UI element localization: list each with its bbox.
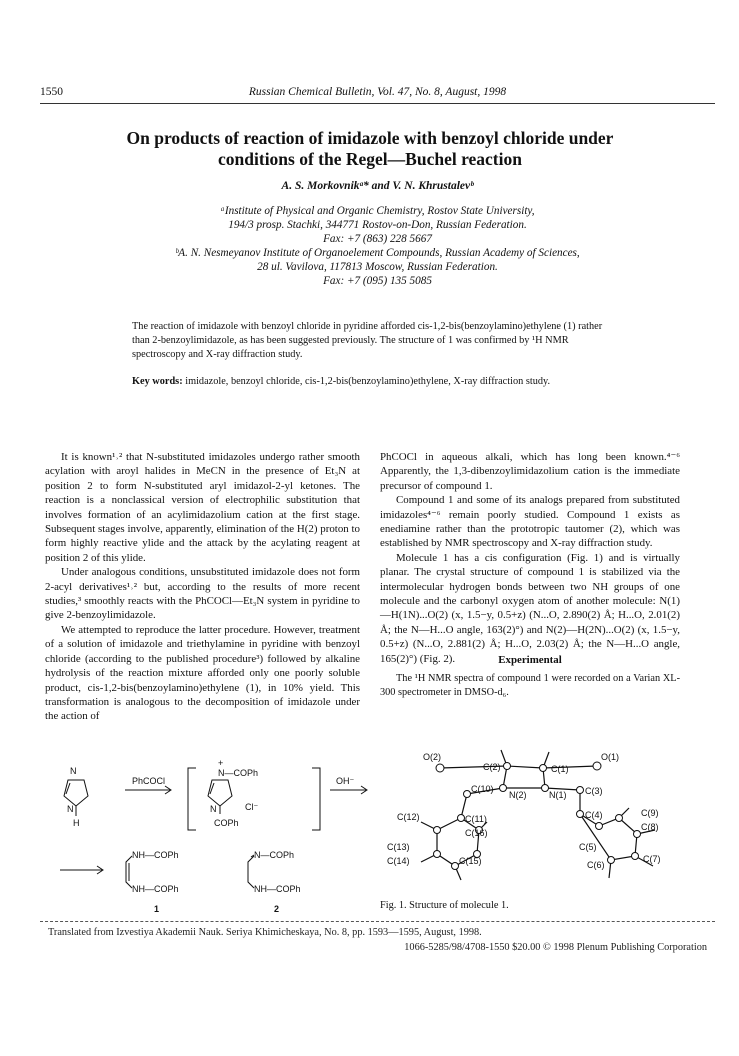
affiliation-line: ᵃInstitute of Physical and Organic Chemistry, Rostov State University, [220,205,535,217]
right-phenyl-ring [580,814,637,860]
atom-label: C(1) [551,764,569,774]
experimental-heading: Experimental [498,654,562,666]
atom-label: C(7) [643,854,661,864]
reagent-hydroxide: OH⁻ [336,776,355,786]
atom-label: C(8) [641,822,659,832]
atom-label: C(15) [459,856,482,866]
article-title [60,128,680,170]
affiliation-line: Fax: +7 (095) 135 5085 [323,275,432,287]
atom-o2 [436,764,444,772]
reaction-scheme [40,758,370,918]
atom-label: C(5) [579,842,597,852]
cation-ring [208,780,232,806]
title-line-1: On products of reaction of imidazole with benzoyl chloride under [126,128,614,148]
title-line-2: conditions of the Regel—Buchel reaction [218,149,522,169]
atom-label: N(2) [509,790,527,800]
imidazole-n-bottom: N [67,804,74,814]
footer [40,926,715,955]
atom-label: C(2) [483,762,501,772]
experimental-text: The ¹H NMR spectra of compound 1 were recorded on a Varian XL-300 spectrometer in DMSO-d₆. [380,673,680,698]
abstract: The reaction of imidazole with benzoyl chloride in pyridine afforded cis-1,2-bis(benzoylamino)ethylene (1) rather than 2-benzoylimidazole, as has been suggested previously. The structure of 1 was confirmed by ¹H NMR spectroscopy and X-ray diffraction study. [132,321,603,360]
affiliation-line: 28 ul. Vavilova, 117813 Moscow, Russian Federation. [257,261,498,273]
product-1-bottom: NH—COPh [132,884,179,894]
keywords [132,375,610,389]
imidazole-h: H [73,818,80,828]
atom-label: C(12) [397,812,420,822]
authors: A. S. Morkovnikᵃ* and V. N. Khrustalevᵇ [281,180,474,192]
atom-label: C(3) [585,786,603,796]
atom-label: C(6) [587,860,605,870]
atom-label: C(11) [465,814,487,824]
body-column-right [380,450,680,666]
paragraph: Under analogous conditions, unsubstituted imidazole does not form 2-acyl derivatives¹˒² but, according to the results of more recent studies,³ smoothly reacts with the PhCOCl—Et₃N system in pyridine to give 2-benzoylimidazole. [45,566,360,622]
product-2-top: N—COPh [254,850,295,860]
paragraph: It is known¹˒² that N-substituted imidazoles undergo rather smooth acylation with aroyl halides in MeCN in the presence of Et₃N at position 2 to form N-substituted aryl imidazol-2-yl ketones. The reaction is a nonclassical version of electrophilic substitution that involves formation of an acylimidazolium cation at the first stage. Subsequent stages involve, apparently, elimination of the H(2) proton to form highly reactive ylide and the attack by the acylating reagent at position 2 of this ylide. [45,451,360,564]
atom-o1 [593,762,601,770]
paragraph: Molecule 1 has a cis configuration (Fig. 1) and is virtually planar. The crystal structure of compound 1 is stabilized via the intermolecular hydrogen bonds between two NH groups of one molecule and the carbonyl oxygen atom of another molecule: N(1)—H(1N)...O(2) (x, 1.5−y, 0.5+z) (N...O, 2.890(2) Å; H...O, 2.01(2) Å; the N—H...O angle, 163(2)°) and N(2)—H(2N)...O(2) (x, 1.5−y, 0.5+z) (N...O, 2.881(2) Å; H...O, 2.03(2) Å; the N—H...O angle, 165(2)°) (Fig. 2). [380,551,680,665]
product-1-top: NH—COPh [132,850,179,860]
affiliation-line: Fax: +7 (863) 228 5667 [323,233,432,245]
bracket-left [188,768,196,830]
atom-label: O(2) [423,752,441,762]
cation-plus: + [218,758,224,768]
atom-label: O(1) [601,752,619,762]
affiliation-line: ᵇA. N. Nesmeyanov Institute of Organoelement Compounds, Russian Academy of Sciences, [175,247,580,259]
product-2-bottom: NH—COPh [254,884,301,894]
atom-label: C(16) [465,828,488,838]
translation-note: Translated from Izvestiya Akademii Nauk. Seriya Khimicheskaya, No. 8, pp. 1593—1595, August, 1998. [48,927,482,938]
atom-label: C(10) [471,784,494,794]
footer-rule [40,921,715,922]
compound-label-1: 1 [154,904,160,914]
chloride-anion: Cl⁻ [245,802,259,812]
page-number: 1550 [40,86,63,98]
molecule-figure [375,738,705,898]
keywords-text: imidazole, benzoyl chloride, cis-1,2-bis(benzoylamino)ethylene, X-ray diffraction study. [185,376,551,387]
atom-label: N(1) [549,790,567,800]
copyright-line: 1066-5285/98/4708-1550 $20.00 © 1998 Plenum Publishing Corporation [404,941,707,953]
keywords-label: Key words: [132,376,183,387]
atom-label: C(4) [585,810,603,820]
cation-n: N [210,804,217,814]
paragraph: PhCOCl in aqueous alkali, which has long been known.⁴⁻⁶ Apparently, the 1,3-dibenzoylimidazolium cation is the immediate precursor of compound 1. [380,451,680,492]
compound-label-2: 2 [274,904,280,914]
reagent-benzoyl-chloride: PhCOCl [132,776,166,786]
figure-caption: Fig. 1. Structure of molecule 1. [380,900,509,911]
bracket-right [312,768,320,830]
journal-title: Russian Chemical Bulletin, Vol. 47, No. 8, August, 1998 [248,86,507,98]
paragraph: Compound 1 and some of its analogs prepared from substituted imidazoles⁴⁻⁶ remain poorly studied. Compound 1 exists as enediamine rather than the prototropic tautomer (2), which was established by NMR spectroscopy and X-ray diffraction study. [380,494,680,550]
paragraph: We attempted to reproduce the latter procedure. However, treatment of a solution of imidazole and triethylamine in pyridine with benzoyl chloride (according to the published procedure³) followed by alkaline hydrolysis of the reaction mixture afforded only one poorly soluble product, cis-1,2-bis(benzoylamino)ethylene (1), in 10% yield. This transformation is analogous to the decomposition of imidazole under the action of [45,623,360,723]
affiliation-line: 194/3 prosp. Stachki, 344771 Rostov-on-Don, Russian Federation. [228,219,527,231]
body-column-left [45,450,360,724]
header-rule [40,103,715,104]
atom-label: C(14) [387,856,410,866]
cation-n-top: N—COPh [218,768,259,778]
atom-label: C(9) [641,808,659,818]
atom-label: C(13) [387,842,410,852]
cation-cooph: COPh [214,818,239,828]
imidazole-n-top: N [70,766,77,776]
imidazole-ring [64,780,88,806]
